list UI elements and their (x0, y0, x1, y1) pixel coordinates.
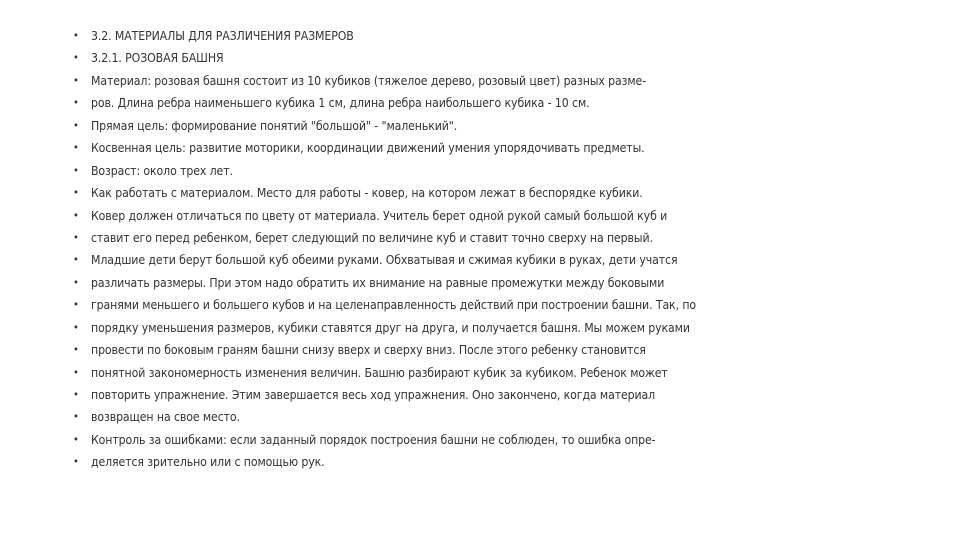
bullet-icon: • (73, 118, 79, 132)
bullet-line-6 (69, 137, 869, 159)
line-text: порядку уменьшения размеров, кубики ставятся друг на друга, и получается башня. Мы можем руками (91, 320, 690, 335)
bullet-line-3 (69, 70, 869, 92)
bullet-list (69, 25, 869, 474)
bullet-line-10 (69, 227, 869, 249)
bullet-icon: • (73, 343, 79, 357)
bullet-line-14 (69, 317, 869, 339)
bullet-icon: • (73, 73, 79, 87)
line-text: провести по боковым граням башни снизу вверх и сверху вниз. После этого ребенку становится (91, 343, 646, 358)
line-text: ставит его перед ребенком, берет следующий по величине куб и ставит точно сверху на первый. (91, 230, 653, 245)
bullet-line-4 (69, 92, 869, 114)
bullet-icon: • (73, 186, 79, 200)
bullet-icon: • (73, 29, 79, 42)
line-text: Прямая цель: формирование понятий "большой" - "маленький". (91, 118, 458, 133)
bullet-icon: • (73, 410, 79, 424)
bullet-line-5 (69, 115, 869, 137)
bullet-icon: • (73, 141, 79, 155)
line-text: Как работать с материалом. Место для работы - ковер, на котором лежат в беспорядке кубики. (91, 186, 643, 201)
line-text: различать размеры. При этом надо обратить их внимание на равные промежутки между боковыми (91, 275, 665, 290)
bullet-icon: • (73, 455, 79, 469)
bullet-line-2 (69, 47, 869, 69)
bullet-icon: • (73, 320, 79, 334)
line-text: понятной закономерность изменения величин. Башню разбирают кубик за кубиком. Ребенок может (91, 365, 668, 380)
line-text: Возраст: около трех лет. (91, 163, 233, 178)
bullet-icon: • (73, 230, 79, 244)
line-text: деляется зрительно или с помощью рук. (91, 455, 325, 470)
bullet-line-16 (69, 362, 869, 384)
line-text: Ковер должен отличаться по цвету от материала. Учитель берет одной рукой самый большой куб и (91, 208, 668, 223)
bullet-icon: • (73, 365, 79, 379)
line-text: ров. Длина ребра наименьшего кубика 1 см, длина ребра наибольшего кубика - 10 см. (91, 96, 590, 111)
bullet-line-18 (69, 406, 869, 428)
line-text: Материал: розовая башня состоит из 10 кубиков (тяжелое дерево, розовый цвет) разных разме- (91, 73, 647, 88)
bullet-icon: • (73, 298, 79, 312)
line-text: гранями меньшего и большего кубов и на целенаправленность действий при построении башни. Так, по (91, 298, 697, 313)
line-text: 3.2. МАТЕРИАЛЫ ДЛЯ РАЗЛИЧЕНИЯ РАЗМЕРОВ (91, 29, 354, 43)
line-text: возвращен на свое место. (91, 410, 240, 425)
line-text: Младшие дети берут большой куб обеими руками. Обхватывая и сжимая кубики в руках, дети учатся (91, 253, 678, 268)
bullet-line-13 (69, 294, 869, 316)
bullet-icon: • (73, 253, 79, 267)
bullet-icon: • (73, 388, 79, 401)
bullet-icon: • (73, 275, 79, 289)
bullet-icon: • (73, 432, 79, 446)
bullet-line-20 (69, 451, 869, 473)
bullet-line-15 (69, 339, 869, 361)
bullet-icon: • (73, 208, 79, 222)
line-text: повторить упражнение. Этим завершается весь ход упражнения. Оно закончено, когда материал (91, 388, 656, 402)
bullet-icon: • (73, 51, 79, 65)
bullet-line-11 (69, 249, 869, 271)
line-text: 3.2.1. РОЗОВАЯ БАШНЯ (91, 51, 224, 66)
bullet-line-12 (69, 272, 869, 294)
bullet-line-9 (69, 205, 869, 227)
bullet-line-7 (69, 160, 869, 182)
bullet-line-1 (69, 25, 869, 47)
bullet-line-19 (69, 429, 869, 451)
line-text: Контроль за ошибками: если заданный порядок построения башни не соблюден, то ошибка опре- (91, 432, 656, 447)
line-text: Косвенная цель: развитие моторики, координации движений умения упорядочивать предметы. (91, 141, 645, 156)
bullet-line-8 (69, 182, 869, 204)
bullet-icon: • (73, 96, 79, 110)
bullet-line-17 (69, 384, 869, 406)
bullet-icon: • (73, 163, 79, 177)
